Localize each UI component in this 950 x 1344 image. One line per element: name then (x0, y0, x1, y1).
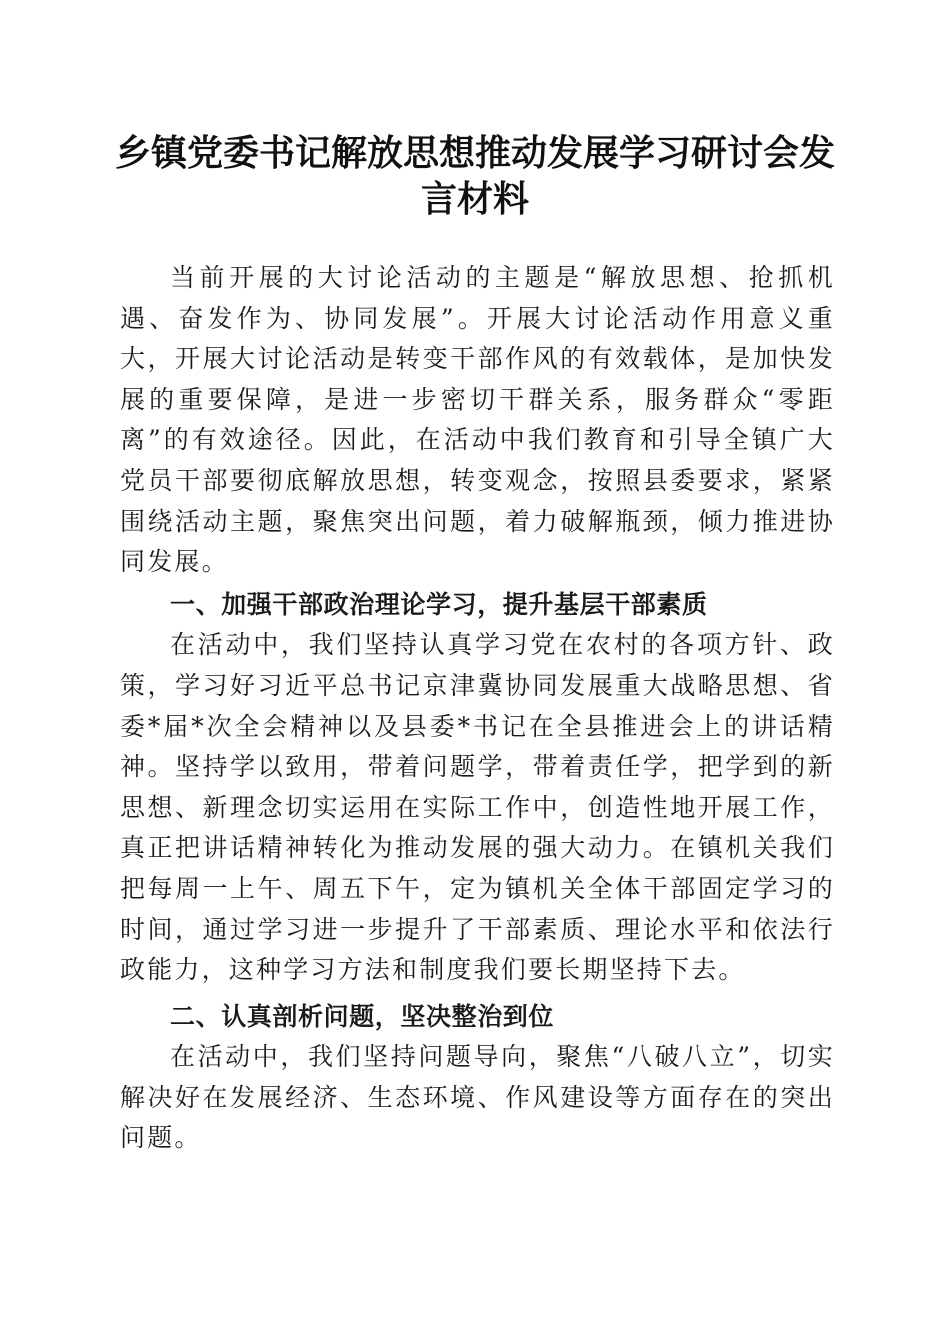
section-1-paragraph: 在活动中，我们坚持认真学习党在农村的各项方针、政策，学习好习近平总书记京津冀协同发展重大战略思想、省委*届*次全会精神以及县委*书记在全县推进会上的讲话精神。坚持学以致用，带着问题学，带着责任学，把学到的新思想、新理念切实运用在实际工作中，创造性地开展工作，真正把讲话精神转化为推动发展的强大动力。在镇机关我们把每周一上午、周五下午，定为镇机关全体干部固定学习的时间，通过学习进一步提升了干部素质、理论水平和依法行政能力，这种学习方法和制度我们要长期坚持下去。 (120, 630, 835, 985)
intro-paragraph: 当前开展的大讨论活动的主题是“解放思想、抢抓机遇、奋发作为、协同发展”。开展大讨论活动作用意义重大，开展大讨论活动是转变干部作风的有效载体，是加快发展的重要保障，是进一步密切干群关系，服务群众“零距离”的有效途径。因此，在活动中我们教育和引导全镇广大党员干部要彻底解放思想，转变观念，按照县委要求，紧紧围绕活动主题，聚焦突出问题，着力破解瓶颈，倾力推进协同发展。 (120, 263, 835, 577)
document-body (120, 258, 835, 1159)
section-2-paragraph: 在活动中，我们坚持问题导向，聚焦“八破八立”，切实解决好在发展经济、生态环境、作风建设等方面存在的突出问题。 (120, 1042, 835, 1153)
document-title: 乡镇党委书记解放思想推动发展学习研讨会发言材料 (114, 132, 835, 220)
section-2-heading: 二、认真剖析问题，坚决整治到位 (170, 1001, 555, 1031)
section-1-heading: 一、加强干部政治理论学习，提升基层干部素质 (170, 589, 708, 619)
